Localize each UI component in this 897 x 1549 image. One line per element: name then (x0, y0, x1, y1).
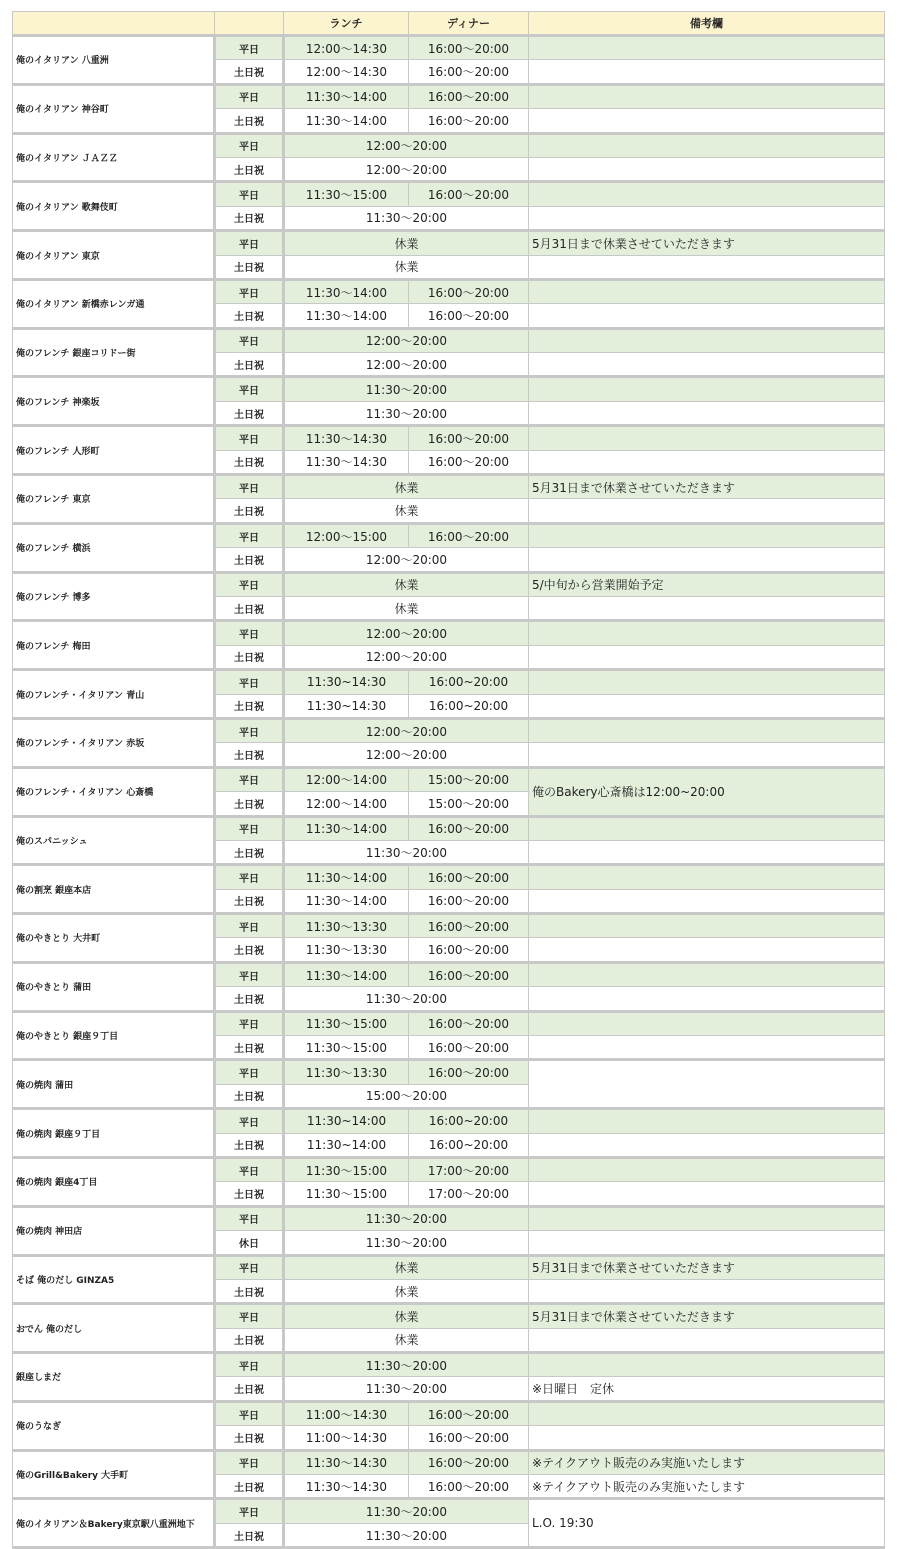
dinner-hours-cell: 16:00〜20:00 (409, 816, 529, 840)
lunch-hours-cell: 11:00〜14:30 (284, 1401, 409, 1425)
dinner-hours-cell: 16:00~20:00 (409, 1133, 529, 1157)
table-row (13, 962, 885, 986)
store-name-cell: 俺のやきとり 蒲田 (13, 962, 215, 1011)
day-type-cell: 平日 (215, 231, 284, 255)
hours-cell: 休業 (284, 1304, 529, 1328)
hours-cell: 11:30〜20:00 (284, 1206, 529, 1230)
dinner-hours-cell: 16:00〜20:00 (409, 426, 529, 450)
note-cell (529, 914, 885, 938)
note-cell (529, 548, 885, 572)
day-type-cell: 平日 (215, 621, 284, 645)
dinner-hours-cell: 16:00〜20:00 (409, 1450, 529, 1474)
lunch-hours-cell: 11:30〜14:00 (284, 109, 409, 133)
note-cell (529, 694, 885, 718)
hours-cell: 休業 (284, 596, 529, 620)
day-type-cell: 土日祝 (215, 792, 284, 816)
dinner-hours-cell: 16:00〜20:00 (409, 914, 529, 938)
dinner-hours-cell: 15:00〜20:00 (409, 792, 529, 816)
store-name-cell: 俺のフレンチ 博多 (13, 572, 215, 621)
dinner-hours-cell: 16:00〜20:00 (409, 450, 529, 474)
dinner-hours-cell: 16:00〜20:00 (409, 1036, 529, 1060)
dinner-hours-cell: 16:00〜20:00 (409, 1060, 529, 1084)
day-type-cell: 平日 (215, 1450, 284, 1474)
note-cell: 5月31日まで休業させていただきます (529, 1255, 885, 1279)
dinner-hours-cell: 17:00〜20:00 (409, 1182, 529, 1206)
note-cell (529, 304, 885, 328)
lunch-hours-cell: 11:30〜14:00 (284, 889, 409, 913)
table-row (13, 1499, 885, 1523)
header-row (13, 12, 885, 36)
store-name-cell: 俺のイタリアン 東京 (13, 231, 215, 280)
note-cell: 5月31日まで休業させていただきます (529, 475, 885, 499)
day-type-cell: 平日 (215, 670, 284, 694)
note-cell (529, 109, 885, 133)
day-type-cell: 土日祝 (215, 1377, 284, 1401)
note-cell (529, 36, 885, 60)
store-name-cell: 俺の焼肉 神田店 (13, 1206, 215, 1255)
lunch-hours-cell: 11:30〜14:00 (284, 84, 409, 108)
note-cell (529, 645, 885, 669)
lunch-hours-cell: 12:00〜14:00 (284, 767, 409, 791)
day-type-cell: 平日 (215, 962, 284, 986)
lunch-hours-cell: 11:30〜13:30 (284, 938, 409, 962)
day-type-cell: 土日祝 (215, 499, 284, 523)
day-type-cell: 土日祝 (215, 645, 284, 669)
hours-cell: 15:00〜20:00 (284, 1084, 529, 1108)
table-row (13, 475, 885, 499)
table-row (13, 377, 885, 401)
note-cell (529, 962, 885, 986)
store-name-cell: 俺の焼肉 銀座９丁目 (13, 1109, 215, 1158)
store-name-cell: 俺のGrill&Bakery 大手町 (13, 1450, 215, 1499)
lunch-hours-cell: 12:00〜14:30 (284, 60, 409, 84)
day-type-cell: 土日祝 (215, 255, 284, 279)
dinner-hours-cell: 16:00〜20:00 (409, 938, 529, 962)
note-cell (529, 1231, 885, 1255)
lunch-hours-cell: 11:30〜14:30 (284, 1475, 409, 1499)
day-type-cell: 平日 (215, 1353, 284, 1377)
dinner-hours-cell: 16:00〜20:00 (409, 36, 529, 60)
day-type-cell: 平日 (215, 718, 284, 742)
lunch-hours-cell: 11:30~14:00 (284, 1133, 409, 1157)
day-type-cell: 平日 (215, 84, 284, 108)
note-cell: ※日曜日 定休 (529, 1377, 885, 1401)
note-cell (529, 865, 885, 889)
note-cell (529, 816, 885, 840)
day-type-cell: 土日祝 (215, 353, 284, 377)
note-cell (529, 279, 885, 303)
note-cell (529, 377, 885, 401)
note-cell: L.O. 19:30 (529, 1499, 885, 1548)
day-type-cell: 土日祝 (215, 548, 284, 572)
day-type-cell: 土日祝 (215, 1084, 284, 1108)
note-cell (529, 133, 885, 157)
day-type-cell: 土日祝 (215, 1523, 284, 1547)
lunch-hours-cell: 12:00〜14:30 (284, 36, 409, 60)
store-name-cell: 俺のフレンチ 梅田 (13, 621, 215, 670)
lunch-hours-cell: 11:30〜15:00 (284, 1036, 409, 1060)
note-cell (529, 182, 885, 206)
table-row (13, 621, 885, 645)
hours-cell: 休業 (284, 1255, 529, 1279)
hours-cell: 休業 (284, 499, 529, 523)
lunch-hours-cell: 11:30〜15:00 (284, 1011, 409, 1035)
day-type-cell: 土日祝 (215, 1182, 284, 1206)
day-type-cell: 土日祝 (215, 1426, 284, 1450)
lunch-hours-cell: 11:30〜14:30 (284, 450, 409, 474)
day-type-cell: 土日祝 (215, 109, 284, 133)
lunch-hours-cell: 11:30〜14:00 (284, 962, 409, 986)
note-cell (529, 1011, 885, 1035)
day-type-cell: 平日 (215, 1109, 284, 1133)
hours-cell: 11:30〜20:00 (284, 1523, 529, 1547)
day-type-cell: 平日 (215, 426, 284, 450)
note-cell (529, 1182, 885, 1206)
table-row (13, 328, 885, 352)
lunch-hours-cell: 11:30〜15:00 (284, 1182, 409, 1206)
hours-cell: 11:30〜20:00 (284, 377, 529, 401)
table-row (13, 670, 885, 694)
hours-cell: 休業 (284, 1328, 529, 1352)
hours-cell: 12:00〜20:00 (284, 353, 529, 377)
dinner-hours-cell: 16:00〜20:00 (409, 109, 529, 133)
table-row (13, 1109, 885, 1133)
note-cell (529, 401, 885, 425)
note-cell (529, 426, 885, 450)
store-name-cell: 俺のフレンチ・イタリアン 心斎橋 (13, 767, 215, 816)
hours-cell: 12:00〜20:00 (284, 743, 529, 767)
hours-cell: 12:00〜20:00 (284, 133, 529, 157)
day-type-cell: 平日 (215, 1157, 284, 1181)
dinner-hours-cell: 16:00〜20:00 (409, 279, 529, 303)
store-name-cell: 俺のイタリアン 神谷町 (13, 84, 215, 133)
hours-cell: 休業 (284, 1279, 529, 1303)
lunch-hours-cell: 11:30〜15:00 (284, 1157, 409, 1181)
dinner-hours-cell: 16:00〜20:00 (409, 889, 529, 913)
lunch-hours-cell: 12:00〜14:00 (284, 792, 409, 816)
dinner-hours-cell: 16:00~20:00 (409, 670, 529, 694)
note-cell (529, 499, 885, 523)
lunch-hours-cell: 12:00〜15:00 (284, 523, 409, 547)
note-cell: 5月31日まで休業させていただきます (529, 1304, 885, 1328)
note-cell (529, 1133, 885, 1157)
store-name-cell: おでん 俺のだし (13, 1304, 215, 1353)
lunch-hours-cell: 11:30〜14:00 (284, 865, 409, 889)
day-type-cell: 土日祝 (215, 1328, 284, 1352)
note-cell (529, 1206, 885, 1230)
lunch-hours-cell: 11:30〜14:00 (284, 279, 409, 303)
store-name-cell: 俺のうなぎ (13, 1401, 215, 1450)
table-row (13, 1353, 885, 1377)
table-row (13, 572, 885, 596)
day-type-cell: 平日 (215, 816, 284, 840)
day-type-cell: 土日祝 (215, 840, 284, 864)
note-cell (529, 743, 885, 767)
day-type-cell: 土日祝 (215, 1133, 284, 1157)
day-type-cell: 平日 (215, 523, 284, 547)
table-row (13, 426, 885, 450)
day-type-cell: 平日 (215, 1206, 284, 1230)
note-cell (529, 938, 885, 962)
dinner-hours-cell: 16:00〜20:00 (409, 60, 529, 84)
day-type-cell: 土日祝 (215, 1036, 284, 1060)
note-cell (529, 328, 885, 352)
note-cell (529, 670, 885, 694)
table-row (13, 1206, 885, 1230)
store-name-cell: 俺のフレンチ 人形町 (13, 426, 215, 475)
note-cell (529, 1279, 885, 1303)
header-store (13, 12, 215, 36)
header-lunch: ランチ (284, 12, 409, 36)
hours-cell: 12:00〜20:00 (284, 718, 529, 742)
hours-cell: 11:30〜20:00 (284, 1377, 529, 1401)
day-type-cell: 土日祝 (215, 60, 284, 84)
dinner-hours-cell: 16:00〜20:00 (409, 84, 529, 108)
day-type-cell: 平日 (215, 1060, 284, 1084)
store-name-cell: 俺のイタリアン＆Bakery東京駅八重洲地下 (13, 1499, 215, 1548)
day-type-cell: 土日祝 (215, 1475, 284, 1499)
note-cell (529, 1328, 885, 1352)
store-name-cell: 俺のイタリアン ＪＡＺＺ (13, 133, 215, 182)
dinner-hours-cell: 15:00〜20:00 (409, 767, 529, 791)
table-row (13, 182, 885, 206)
schedule-table (12, 11, 885, 1549)
note-cell (529, 889, 885, 913)
header-notes: 備考欄 (529, 12, 885, 36)
note-cell: 5/中旬から営業開始予定 (529, 572, 885, 596)
note-cell: ※テイクアウト販売のみ実施いたします (529, 1475, 885, 1499)
note-cell (529, 1036, 885, 1060)
day-type-cell: 平日 (215, 1499, 284, 1523)
hours-cell: 休業 (284, 475, 529, 499)
note-cell (529, 1401, 885, 1425)
table-row (13, 133, 885, 157)
schedule-body (13, 36, 885, 1548)
hours-cell: 11:30〜20:00 (284, 840, 529, 864)
table-row (13, 1011, 885, 1035)
store-name-cell: 俺のフレンチ 銀座コリドー街 (13, 328, 215, 377)
note-cell (529, 718, 885, 742)
hours-cell: 12:00〜20:00 (284, 621, 529, 645)
table-row (13, 914, 885, 938)
note-cell (529, 450, 885, 474)
store-name-cell: 俺のフレンチ・イタリアン 青山 (13, 670, 215, 719)
day-type-cell: 土日祝 (215, 889, 284, 913)
lunch-hours-cell: 11:30〜13:30 (284, 1060, 409, 1084)
day-type-cell: 平日 (215, 865, 284, 889)
store-name-cell: 俺のイタリアン 八重洲 (13, 36, 215, 85)
note-cell (529, 840, 885, 864)
hours-cell: 休業 (284, 231, 529, 255)
day-type-cell: 土日祝 (215, 694, 284, 718)
store-name-cell: 銀座しまだ (13, 1353, 215, 1402)
dinner-hours-cell: 16:00〜20:00 (409, 1475, 529, 1499)
day-type-cell: 土日祝 (215, 743, 284, 767)
note-cell (529, 1353, 885, 1377)
note-cell (529, 523, 885, 547)
store-name-cell: そば 俺のだし GINZA5 (13, 1255, 215, 1304)
store-name-cell: 俺のフレンチ 神楽坂 (13, 377, 215, 426)
lunch-hours-cell: 11:00〜14:30 (284, 1426, 409, 1450)
dinner-hours-cell: 16:00〜20:00 (409, 1426, 529, 1450)
store-name-cell: 俺の割烹 銀座本店 (13, 865, 215, 914)
lunch-hours-cell: 11:30〜14:00 (284, 304, 409, 328)
day-type-cell: 土日祝 (215, 206, 284, 230)
header-day (215, 12, 284, 36)
note-cell (529, 1109, 885, 1133)
day-type-cell: 平日 (215, 475, 284, 499)
day-type-cell: 平日 (215, 36, 284, 60)
note-cell: 俺のBakery心斎橋は12:00~20:00 (529, 767, 885, 816)
table-row (13, 231, 885, 255)
day-type-cell: 土日祝 (215, 157, 284, 181)
note-cell (529, 353, 885, 377)
note-cell (529, 157, 885, 181)
store-name-cell: 俺のスパニッシュ (13, 816, 215, 865)
dinner-hours-cell: 16:00〜20:00 (409, 304, 529, 328)
store-name-cell: 俺のイタリアン 歌舞伎町 (13, 182, 215, 231)
day-type-cell: 平日 (215, 1255, 284, 1279)
store-name-cell: 俺のやきとり 銀座９丁目 (13, 1011, 215, 1060)
day-type-cell: 平日 (215, 133, 284, 157)
lunch-hours-cell: 11:30~14:30 (284, 670, 409, 694)
store-name-cell: 俺のイタリアン 新橋赤レンガ通 (13, 279, 215, 328)
day-type-cell: 平日 (215, 914, 284, 938)
hours-cell: 12:00〜20:00 (284, 328, 529, 352)
day-type-cell: 土日祝 (215, 1279, 284, 1303)
day-type-cell: 平日 (215, 182, 284, 206)
day-type-cell: 土日祝 (215, 401, 284, 425)
note-cell (529, 1426, 885, 1450)
day-type-cell: 休日 (215, 1231, 284, 1255)
hours-cell: 12:00〜20:00 (284, 548, 529, 572)
lunch-hours-cell: 11:30~14:00 (284, 1109, 409, 1133)
note-cell (529, 621, 885, 645)
hours-cell: 11:30〜20:00 (284, 401, 529, 425)
day-type-cell: 平日 (215, 328, 284, 352)
note-cell (529, 206, 885, 230)
day-type-cell: 平日 (215, 279, 284, 303)
note-cell: ※テイクアウト販売のみ実施いたします (529, 1450, 885, 1474)
dinner-hours-cell: 16:00〜20:00 (409, 865, 529, 889)
header-dinner: ディナー (409, 12, 529, 36)
note-cell (529, 84, 885, 108)
dinner-hours-cell: 17:00〜20:00 (409, 1157, 529, 1181)
dinner-hours-cell: 16:00~20:00 (409, 694, 529, 718)
lunch-hours-cell: 11:30〜14:00 (284, 816, 409, 840)
table-row (13, 1304, 885, 1328)
hours-cell: 11:30〜20:00 (284, 206, 529, 230)
dinner-hours-cell: 16:00〜20:00 (409, 962, 529, 986)
table-row (13, 279, 885, 303)
table-row (13, 36, 885, 60)
day-type-cell: 平日 (215, 1304, 284, 1328)
day-type-cell: 土日祝 (215, 450, 284, 474)
store-name-cell: 俺のフレンチ 横浜 (13, 523, 215, 572)
store-name-cell: 俺の焼肉 蒲田 (13, 1060, 215, 1109)
table-row (13, 767, 885, 791)
table-row (13, 1255, 885, 1279)
note-cell (529, 1157, 885, 1181)
day-type-cell: 平日 (215, 1011, 284, 1035)
dinner-hours-cell: 16:00~20:00 (409, 1109, 529, 1133)
store-name-cell: 俺のフレンチ 東京 (13, 475, 215, 524)
store-name-cell: 俺のやきとり 大井町 (13, 914, 215, 963)
dinner-hours-cell: 16:00〜20:00 (409, 1401, 529, 1425)
hours-cell: 11:30〜20:00 (284, 1353, 529, 1377)
table-row (13, 1401, 885, 1425)
dinner-hours-cell: 16:00〜20:00 (409, 1011, 529, 1035)
store-name-cell: 俺の焼肉 銀座4丁目 (13, 1157, 215, 1206)
table-row (13, 816, 885, 840)
table-row (13, 718, 885, 742)
day-type-cell: 平日 (215, 767, 284, 791)
day-type-cell: 平日 (215, 1401, 284, 1425)
note-cell: 5月31日まで休業させていただきます (529, 231, 885, 255)
lunch-hours-cell: 11:30〜15:00 (284, 182, 409, 206)
day-type-cell: 土日祝 (215, 938, 284, 962)
note-cell (529, 987, 885, 1011)
lunch-hours-cell: 11:30〜14:30 (284, 1450, 409, 1474)
table-row (13, 865, 885, 889)
hours-cell: 12:00〜20:00 (284, 645, 529, 669)
dinner-hours-cell: 16:00〜20:00 (409, 523, 529, 547)
table-row (13, 1157, 885, 1181)
hours-cell: 12:00〜20:00 (284, 157, 529, 181)
table-row (13, 1060, 885, 1084)
hours-cell: 休業 (284, 572, 529, 596)
table-row (13, 84, 885, 108)
dinner-hours-cell: 16:00〜20:00 (409, 182, 529, 206)
day-type-cell: 土日祝 (215, 596, 284, 620)
note-cell (529, 60, 885, 84)
hours-cell: 11:30〜20:00 (284, 987, 529, 1011)
table-row (13, 1450, 885, 1474)
note-cell (529, 255, 885, 279)
hours-cell: 11:30〜20:00 (284, 1231, 529, 1255)
lunch-hours-cell: 11:30〜14:30 (284, 426, 409, 450)
day-type-cell: 土日祝 (215, 987, 284, 1011)
note-cell (529, 596, 885, 620)
day-type-cell: 平日 (215, 377, 284, 401)
lunch-hours-cell: 11:30~14:30 (284, 694, 409, 718)
store-name-cell: 俺のフレンチ・イタリアン 赤坂 (13, 718, 215, 767)
table-row (13, 523, 885, 547)
day-type-cell: 土日祝 (215, 304, 284, 328)
lunch-hours-cell: 11:30〜13:30 (284, 914, 409, 938)
hours-cell: 休業 (284, 255, 529, 279)
hours-cell: 11:30〜20:00 (284, 1499, 529, 1523)
day-type-cell: 平日 (215, 572, 284, 596)
note-cell (529, 1060, 885, 1109)
